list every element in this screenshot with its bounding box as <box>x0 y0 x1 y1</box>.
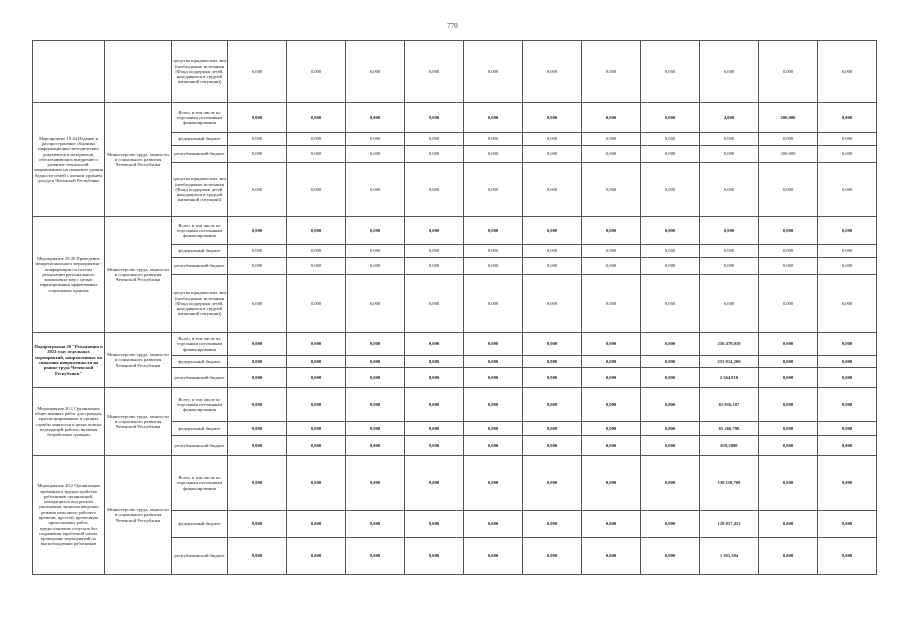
amount-cell: 2 564,810 <box>700 368 759 388</box>
amount-cell: 200,000 <box>759 103 818 133</box>
amount-cell: 0,000 <box>759 436 818 456</box>
amount-cell: 0,000 <box>759 275 818 333</box>
amount-cell: 0,000 <box>464 245 523 258</box>
amount-cell: 0,000 <box>346 538 405 575</box>
amount-cell: 0,000 <box>464 436 523 456</box>
event-name-cell: Подпрограмма 20 "Реализация в 2022 году отдельных мероприятий, направленных на снижение напряженности на рынке труда Чеченской Республики" <box>33 333 105 388</box>
amount-cell: 0,000 <box>405 217 464 245</box>
amount-cell: 0,000 <box>346 275 405 333</box>
funding-source-cell: Всего, в том числе по отдельным источникам финансирования <box>172 103 228 133</box>
amount-cell: 0,000 <box>405 388 464 422</box>
event-name-cell: Мероприятие 20.2 Организация временного трудоустройства работников организаций, находящихся под риском увольнения, включая введение режима неполного рабочего времени, простой, временную приостановку работ, предоставление отпусков без сохранения заработной платы, проведение мероприятий по высвобождению работников <box>33 456 105 575</box>
funding-source-cell: федеральный бюджет <box>172 422 228 436</box>
funding-source-cell: средства юридических лиц (необходимые источники (Фонд поддержки детей, находящихся в трудной жизненной ситуации)) <box>172 163 228 217</box>
amount-cell: 0,000 <box>582 146 641 163</box>
amount-cell: 0,000 <box>759 368 818 388</box>
amount-cell: 0,000 <box>405 258 464 275</box>
amount-cell: 0,000 <box>759 356 818 368</box>
amount-cell: 0,000 <box>759 422 818 436</box>
amount-cell: 0,000 <box>228 133 287 146</box>
amount-cell: 0,000 <box>287 333 346 356</box>
amount-cell: 0,000 <box>523 41 582 103</box>
amount-cell: 0,000 <box>582 456 641 511</box>
funding-source-cell: республиканский бюджет <box>172 436 228 456</box>
event-name-cell <box>33 41 105 103</box>
amount-cell: 0,000 <box>287 511 346 538</box>
amount-cell: 0,000 <box>818 538 877 575</box>
amount-cell: 0,000 <box>464 258 523 275</box>
amount-cell: 0,000 <box>759 388 818 422</box>
amount-cell: 0,000 <box>287 146 346 163</box>
amount-cell: 0,000 <box>287 245 346 258</box>
amount-cell: 128 817,412 <box>700 511 759 538</box>
amount-cell: 0,000 <box>287 258 346 275</box>
page-number: 770 <box>447 22 458 30</box>
amount-cell: 0,000 <box>759 511 818 538</box>
amount-cell: 0,000 <box>641 368 700 388</box>
responsible-executor-cell: Министерство труда, занятости и социального развития Чеченской Республики <box>105 333 172 388</box>
funding-source-cell: Всего, в том числе по отдельным источникам финансирования <box>172 333 228 356</box>
amount-cell: 0,000 <box>641 103 700 133</box>
amount-cell: 0,000 <box>641 511 700 538</box>
amount-cell: 0,000 <box>287 133 346 146</box>
amount-cell: 0,000 <box>346 456 405 511</box>
responsible-executor-cell: Министерство труда, занятости и социального развития Чеченской Республики <box>105 388 172 456</box>
funding-source-cell: Всего, в том числе по отдельным источникам финансирования <box>172 217 228 245</box>
amount-cell: 0,000 <box>228 41 287 103</box>
amount-cell: 0,000 <box>818 103 877 133</box>
amount-cell: 0,000 <box>700 146 759 163</box>
amount-cell: 0,000 <box>523 511 582 538</box>
table-row <box>33 388 877 422</box>
amount-cell: 0,000 <box>523 388 582 422</box>
amount-cell: 65 266,798 <box>700 422 759 436</box>
amount-cell: 0,000 <box>700 41 759 103</box>
amount-cell: 0,000 <box>759 163 818 217</box>
amount-cell: 0,000 <box>346 388 405 422</box>
table-row <box>33 333 877 356</box>
amount-cell: 0,000 <box>582 388 641 422</box>
amount-cell: 0,000 <box>759 333 818 356</box>
funding-source-cell: республиканский бюджет <box>172 146 228 163</box>
amount-cell: 0,000 <box>287 41 346 103</box>
amount-cell: 0,000 <box>582 436 641 456</box>
amount-cell: 0,000 <box>287 422 346 436</box>
amount-cell: 0,000 <box>228 388 287 422</box>
amount-cell: 0,000 <box>582 356 641 368</box>
amount-cell: 0,000 <box>641 456 700 511</box>
funding-source-cell: федеральный бюджет <box>172 245 228 258</box>
funding-source-cell: Всего, в том числе по отдельным источникам финансирования <box>172 456 228 511</box>
amount-cell: 0,000 <box>346 511 405 538</box>
amount-cell: 0,000 <box>523 333 582 356</box>
table-row <box>33 217 877 245</box>
responsible-executor-cell: Министерство труда, занятости и социального развития Чеченской Республики <box>105 456 172 575</box>
amount-cell: 0,000 <box>582 258 641 275</box>
amount-cell: 0,000 <box>641 245 700 258</box>
amount-cell: 0,000 <box>228 456 287 511</box>
amount-cell: 0,000 <box>464 333 523 356</box>
amount-cell: 0,000 <box>582 41 641 103</box>
amount-cell: 0,000 <box>523 258 582 275</box>
amount-cell: 0,000 <box>228 511 287 538</box>
amount-cell: 0,000 <box>523 133 582 146</box>
amount-cell: 0,000 <box>464 275 523 333</box>
table-row <box>33 456 877 511</box>
funding-source-cell: федеральный бюджет <box>172 133 228 146</box>
amount-cell: 0,000 <box>346 103 405 133</box>
amount-cell: 0,000 <box>641 275 700 333</box>
amount-cell: 0,000 <box>287 103 346 133</box>
amount-cell: 0,000 <box>346 217 405 245</box>
amount-cell: 0,000 <box>523 456 582 511</box>
amount-cell: 0,000 <box>464 388 523 422</box>
amount-cell: 0,000 <box>228 103 287 133</box>
amount-cell: 0,000 <box>759 258 818 275</box>
amount-cell: 0,000 <box>287 538 346 575</box>
amount-cell: 0,000 <box>641 41 700 103</box>
amount-cell: 0,000 <box>759 133 818 146</box>
amount-cell: 0,000 <box>405 245 464 258</box>
funding-source-cell: Всего, в том числе по отдельным источникам финансирования <box>172 388 228 422</box>
funding-source-cell: средства юридических лиц (необходимые источники (Фонд поддержки детей, находящихся в трудной жизненной ситуации)) <box>172 275 228 333</box>
event-name-cell: Мероприятие 19.44 Издание и распространение сборника информационно-методических документов и материалов, обеспечивающих внедрение и развитие технологий, направленных на снижение уровня бедности семей с низким уровнем дохода в Чеченской Республике <box>33 103 105 217</box>
amount-cell: 0,000 <box>641 133 700 146</box>
amount-cell: 0,000 <box>818 163 877 217</box>
amount-cell: 0,000 <box>405 538 464 575</box>
amount-cell: 0,000 <box>405 333 464 356</box>
budget-table <box>32 40 877 575</box>
amount-cell: 0,000 <box>582 217 641 245</box>
amount-cell: 0,000 <box>700 133 759 146</box>
amount-cell: 0,000 <box>228 368 287 388</box>
responsible-executor-cell <box>105 41 172 103</box>
amount-cell: 0,000 <box>523 217 582 245</box>
amount-cell: 0,000 <box>464 146 523 163</box>
amount-cell: 0,000 <box>818 133 877 146</box>
amount-cell: 130 118,709 <box>700 456 759 511</box>
table-row <box>33 41 877 103</box>
amount-cell: 1 301,304 <box>700 538 759 575</box>
amount-cell: 659,3090 <box>700 436 759 456</box>
amount-cell: 0,000 <box>700 275 759 333</box>
table-row <box>33 103 877 133</box>
responsible-executor-cell: Министерство труда, занятости и социального развития Чеченской Республики <box>105 103 172 217</box>
amount-cell: 0,000 <box>228 275 287 333</box>
amount-cell: 0,000 <box>405 163 464 217</box>
amount-cell: 0,000 <box>464 368 523 388</box>
amount-cell: 0,000 <box>405 511 464 538</box>
amount-cell: 0,000 <box>405 456 464 511</box>
amount-cell: 0,000 <box>700 163 759 217</box>
amount-cell: 0,000 <box>582 275 641 333</box>
amount-cell: 0,000 <box>818 217 877 245</box>
amount-cell: 0,000 <box>641 388 700 422</box>
amount-cell: 0,000 <box>818 275 877 333</box>
amount-cell: 0,000 <box>346 146 405 163</box>
amount-cell: 0,000 <box>464 538 523 575</box>
amount-cell: 0,000 <box>287 356 346 368</box>
amount-cell: 0,000 <box>405 436 464 456</box>
amount-cell: 0,000 <box>464 456 523 511</box>
amount-cell: 0,000 <box>523 436 582 456</box>
amount-cell: 0,000 <box>641 146 700 163</box>
amount-cell: 0,000 <box>700 245 759 258</box>
amount-cell: 0,000 <box>405 275 464 333</box>
amount-cell: 0,000 <box>346 163 405 217</box>
amount-cell: 0,000 <box>228 258 287 275</box>
amount-cell: 0,000 <box>287 456 346 511</box>
amount-cell: 0,000 <box>346 245 405 258</box>
amount-cell: 253 914,200 <box>700 356 759 368</box>
amount-cell: 0,000 <box>523 103 582 133</box>
funding-source-cell: республиканский бюджет <box>172 258 228 275</box>
amount-cell: 0,000 <box>287 163 346 217</box>
amount-cell: 0,000 <box>582 511 641 538</box>
amount-cell: 0,000 <box>464 103 523 133</box>
amount-cell: 0,000 <box>818 422 877 436</box>
amount-cell: 0,000 <box>405 356 464 368</box>
amount-cell: 0,000 <box>346 333 405 356</box>
amount-cell: 0,000 <box>523 368 582 388</box>
amount-cell: 0,000 <box>700 258 759 275</box>
amount-cell: 0,000 <box>464 422 523 436</box>
amount-cell: 0,000 <box>287 217 346 245</box>
amount-cell: 0,000 <box>346 436 405 456</box>
amount-cell: 0,000 <box>641 333 700 356</box>
amount-cell: 0,000 <box>523 146 582 163</box>
amount-cell: 0,000 <box>346 41 405 103</box>
amount-cell: 0,000 <box>641 422 700 436</box>
amount-cell: 0,000 <box>818 258 877 275</box>
amount-cell: 0,000 <box>228 356 287 368</box>
amount-cell: 0,000 <box>700 217 759 245</box>
amount-cell: 0,000 <box>641 217 700 245</box>
amount-cell: 0,000 <box>287 275 346 333</box>
amount-cell: 0,000 <box>582 538 641 575</box>
amount-cell: 0,000 <box>464 511 523 538</box>
amount-cell: 0,000 <box>759 245 818 258</box>
amount-cell: 0,000 <box>464 217 523 245</box>
amount-cell: 0,000 <box>641 356 700 368</box>
amount-cell: 0,000 <box>405 146 464 163</box>
funding-source-cell: республиканский бюджет <box>172 368 228 388</box>
amount-cell: 0,000 <box>818 388 877 422</box>
amount-cell: 256 479,010 <box>700 333 759 356</box>
amount-cell: 0,000 <box>228 217 287 245</box>
amount-cell: 0,000 <box>405 133 464 146</box>
amount-cell: 0,000 <box>523 245 582 258</box>
amount-cell: 200,000 <box>759 146 818 163</box>
amount-cell: 0,000 <box>582 163 641 217</box>
amount-cell: 4,000 <box>700 103 759 133</box>
funding-source-cell: республиканский бюджет <box>172 538 228 575</box>
amount-cell: 0,000 <box>346 133 405 146</box>
amount-cell: 0,000 <box>228 163 287 217</box>
amount-cell: 0,000 <box>228 436 287 456</box>
amount-cell: 0,000 <box>582 103 641 133</box>
amount-cell: 0,000 <box>346 258 405 275</box>
amount-cell: 0,000 <box>641 163 700 217</box>
amount-cell: 0,000 <box>818 333 877 356</box>
amount-cell: 0,000 <box>523 538 582 575</box>
amount-cell: 0,000 <box>641 258 700 275</box>
amount-cell: 0,000 <box>759 538 818 575</box>
amount-cell: 0,000 <box>346 422 405 436</box>
amount-cell: 0,000 <box>582 333 641 356</box>
amount-cell: 0,000 <box>346 356 405 368</box>
amount-cell: 0,000 <box>582 422 641 436</box>
responsible-executor-cell: Министерство труда, занятости и социального развития Чеченской Республики <box>105 217 172 333</box>
amount-cell: 0,000 <box>759 217 818 245</box>
funding-source-cell: федеральный бюджет <box>172 511 228 538</box>
amount-cell: 0,000 <box>523 163 582 217</box>
amount-cell: 0,000 <box>582 245 641 258</box>
amount-cell: 0,000 <box>582 368 641 388</box>
amount-cell: 0,000 <box>405 41 464 103</box>
amount-cell: 0,000 <box>818 511 877 538</box>
amount-cell: 65 916,107 <box>700 388 759 422</box>
amount-cell: 0,000 <box>759 41 818 103</box>
amount-cell: 0,000 <box>228 422 287 436</box>
amount-cell: 0,000 <box>523 275 582 333</box>
amount-cell: 0,000 <box>818 356 877 368</box>
amount-cell: 0,000 <box>818 436 877 456</box>
amount-cell: 0,000 <box>405 368 464 388</box>
amount-cell: 0,000 <box>287 388 346 422</box>
amount-cell: 0,000 <box>818 456 877 511</box>
funding-source-cell: средства юридических лиц (необходимые источники (Фонд поддержки детей, находящихся в трудной жизненной ситуации)) <box>172 41 228 103</box>
amount-cell: 0,000 <box>641 436 700 456</box>
amount-cell: 0,000 <box>523 422 582 436</box>
amount-cell: 0,000 <box>228 538 287 575</box>
amount-cell: 0,000 <box>818 41 877 103</box>
amount-cell: 0,000 <box>818 368 877 388</box>
event-name-cell: Мероприятие 19.45 Проведение межрегионального мероприятия - конференции по итогам реализации регионального компонента мер с целью тиражирования эффективных социальных практик <box>33 217 105 333</box>
amount-cell: 0,000 <box>582 133 641 146</box>
amount-cell: 0,000 <box>405 103 464 133</box>
amount-cell: 0,000 <box>818 146 877 163</box>
amount-cell: 0,000 <box>464 133 523 146</box>
amount-cell: 0,000 <box>641 538 700 575</box>
funding-source-cell: федеральный бюджет <box>172 356 228 368</box>
amount-cell: 0,000 <box>759 456 818 511</box>
amount-cell: 0,000 <box>818 245 877 258</box>
amount-cell: 0,000 <box>464 41 523 103</box>
amount-cell: 0,000 <box>228 333 287 356</box>
amount-cell: 0,000 <box>287 368 346 388</box>
amount-cell: 0,000 <box>464 356 523 368</box>
amount-cell: 0,000 <box>523 356 582 368</box>
amount-cell: 0,000 <box>287 436 346 456</box>
amount-cell: 0,000 <box>228 245 287 258</box>
amount-cell: 0,000 <box>228 146 287 163</box>
event-name-cell: Мероприятие 20.1 Организация общественных работ для граждан, зарегистрированных в органах службы занятости в целях поиска подходящей работы, включая безработных граждан <box>33 388 105 456</box>
amount-cell: 0,000 <box>346 368 405 388</box>
amount-cell: 0,000 <box>405 422 464 436</box>
amount-cell: 0,000 <box>464 163 523 217</box>
